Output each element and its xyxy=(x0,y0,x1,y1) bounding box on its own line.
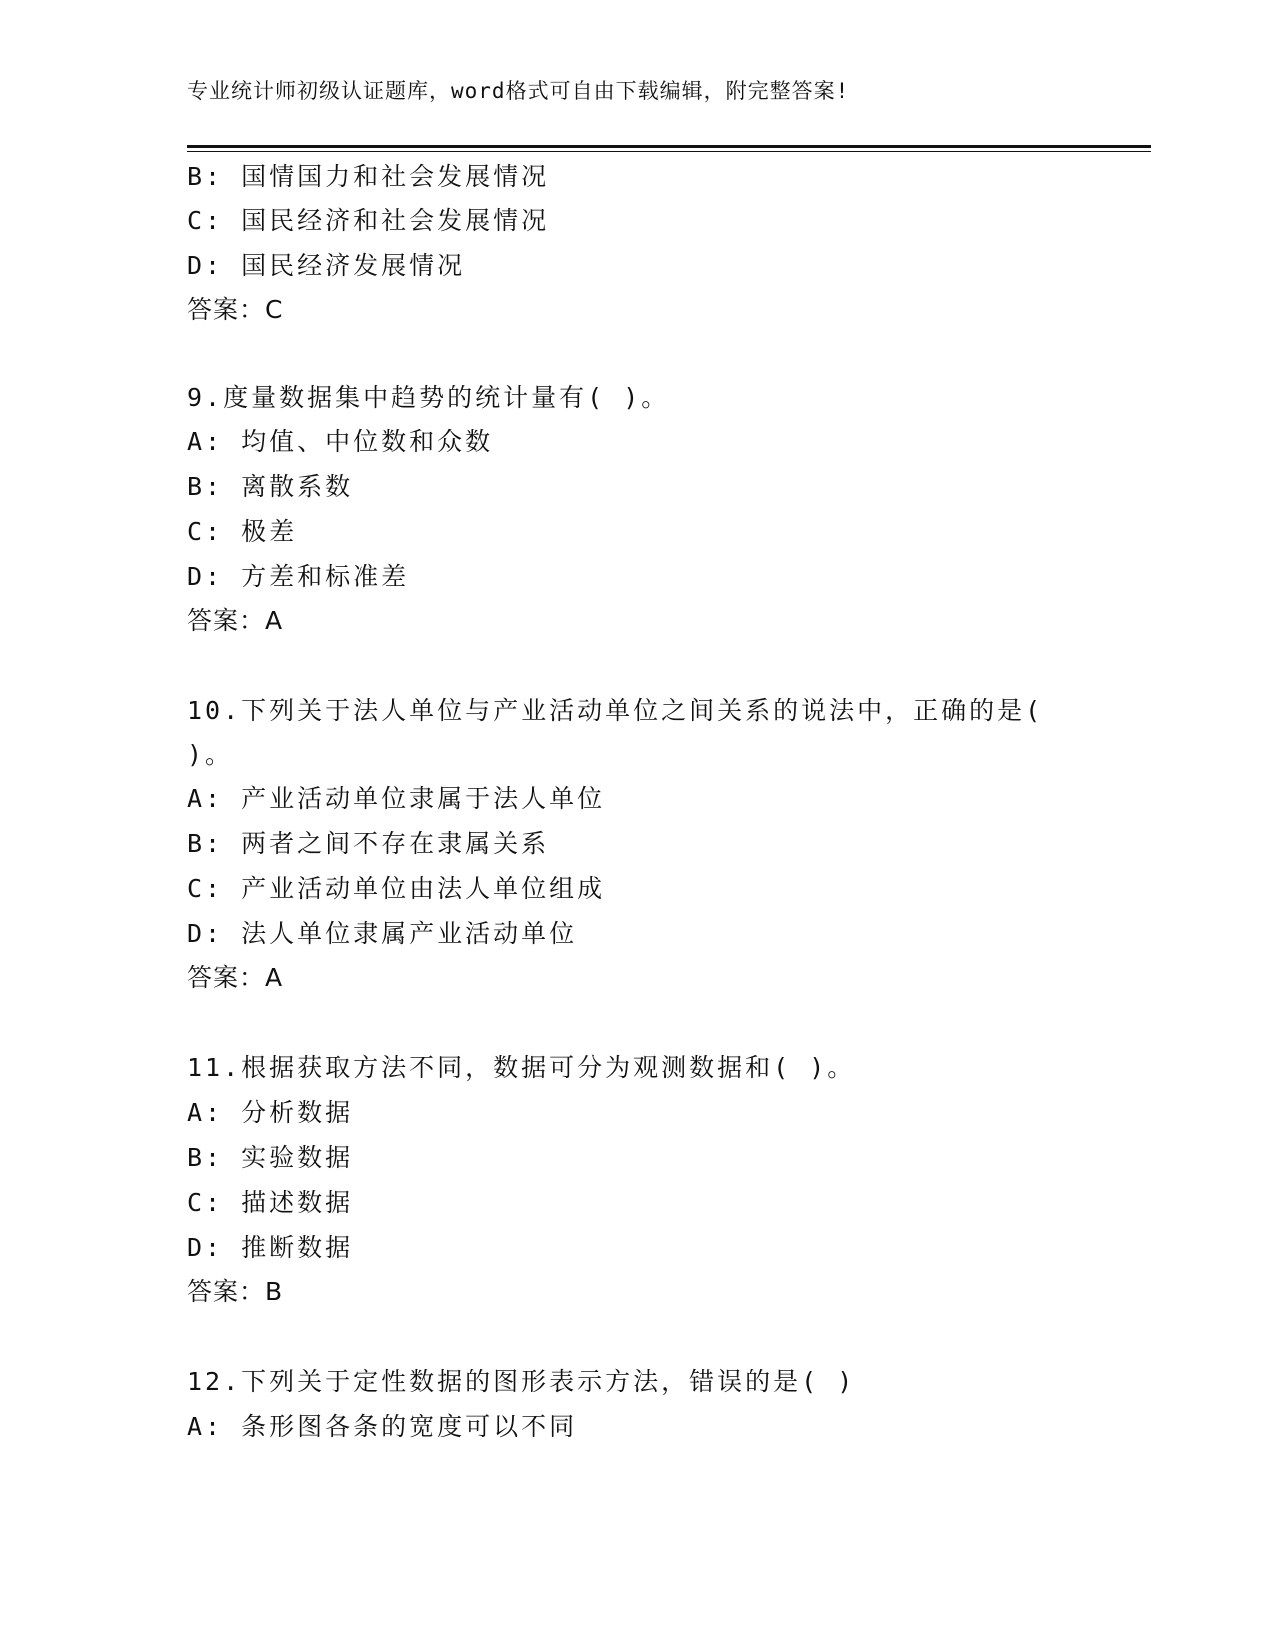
q8-option-b: B: 国情国力和社会发展情况 xyxy=(187,162,550,191)
q12-stem: 12.下列关于定性数据的图形表示方法，错误的是( ) xyxy=(187,1367,856,1396)
q10-option-b: B: 两者之间不存在隶属关系 xyxy=(187,829,550,858)
header-rule-thin xyxy=(187,151,1151,152)
q10-option-a: A: 产业活动单位隶属于法人单位 xyxy=(187,784,606,813)
q10-option-d: D: 法人单位隶属产业活动单位 xyxy=(187,919,578,948)
q12-option-a: A: 条形图各条的宽度可以不同 xyxy=(187,1412,578,1441)
q11-option-b: B: 实验数据 xyxy=(187,1143,354,1172)
q9-answer: 答案：A xyxy=(187,606,284,635)
q11-option-d: D: 推断数据 xyxy=(187,1233,354,1262)
q11-stem: 11.根据获取方法不同，数据可分为观测数据和( )。 xyxy=(187,1053,856,1082)
q10-answer: 答案：A xyxy=(187,963,284,992)
page-header: 专业统计师初级认证题库，word格式可自由下载编辑，附完整答案! xyxy=(187,79,850,103)
q8-option-d: D: 国民经济发展情况 xyxy=(187,251,466,280)
q10-stem-line2: )。 xyxy=(187,740,234,769)
q9-option-c: C: 极差 xyxy=(187,517,298,546)
header-rule-thick xyxy=(187,145,1151,148)
q11-answer: 答案：B xyxy=(187,1277,284,1306)
q9-stem: 9.度量数据集中趋势的统计量有( )。 xyxy=(187,383,670,412)
q9-option-b: B: 离散系数 xyxy=(187,472,354,501)
q8-answer: 答案：C xyxy=(187,295,284,324)
q11-option-c: C: 描述数据 xyxy=(187,1188,354,1217)
q10-option-c: C: 产业活动单位由法人单位组成 xyxy=(187,874,606,903)
q9-option-d: D: 方差和标准差 xyxy=(187,562,410,591)
q9-option-a: A: 均值、中位数和众数 xyxy=(187,427,494,456)
q10-stem-line1: 10.下列关于法人单位与产业活动单位之间关系的说法中，正确的是( xyxy=(187,696,1044,725)
q11-option-a: A: 分析数据 xyxy=(187,1098,354,1127)
q8-option-c: C: 国民经济和社会发展情况 xyxy=(187,206,550,235)
